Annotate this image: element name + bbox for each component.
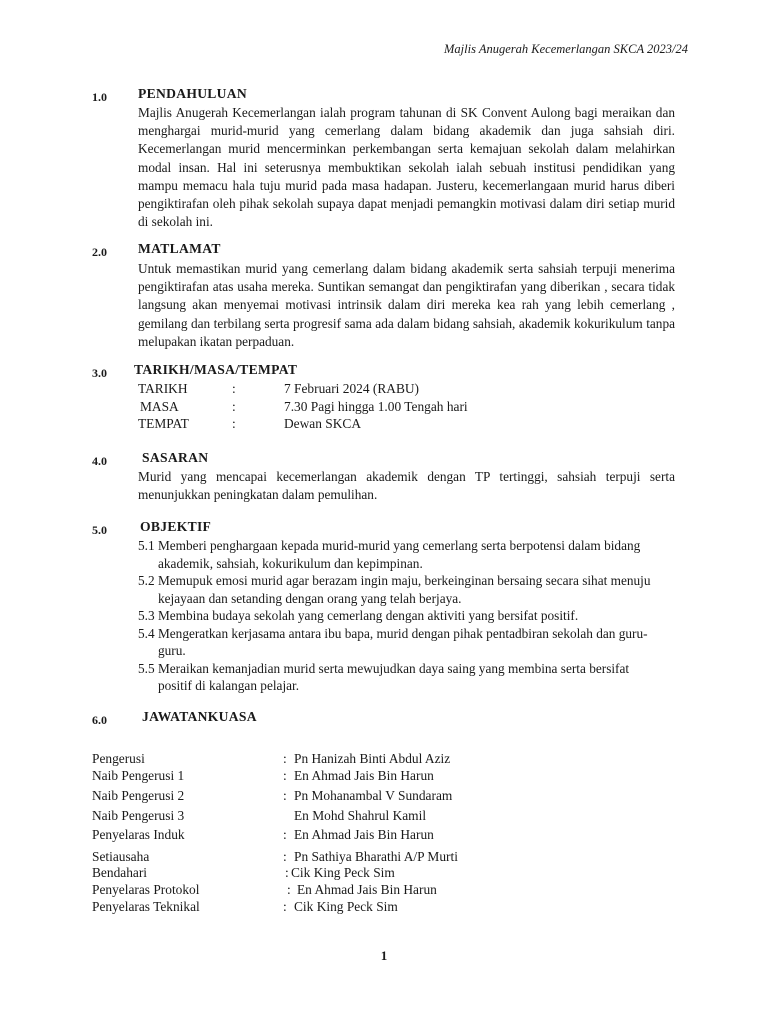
committee-role: Naib Pengerusi 3 [92,808,185,823]
committee-name: Pn Sathiya Bharathi A/P Murti [294,849,458,864]
paragraph-line: langsung akan menyemai motivasi intrinsik dalam diri mereka kea rah yang lebih cemerlang , [138,297,675,313]
section-4-title: SASARAN [142,450,209,465]
paragraph-line: Majlis Anugerah Kecemerlangan ialah program tahunan di SK Convent Aulong bagi meraikan dan [138,105,675,120]
section-1-number: 1.0 [92,90,107,104]
objective-item [138,660,668,695]
paragraph-line: pengiktirafan atas usaha mereka. Suntikan semangat dan pengiktirafan yang diberikan , secara tidak [138,279,675,295]
committee-name: En Mohd Shahrul Kamil [294,808,427,823]
committee-colon: : [283,827,287,842]
committee-role: Naib Pengerusi 2 [92,788,185,803]
schedule-colon: : [232,416,236,431]
objective-text-continued: akademik, sahsiah, kokurikulum dan kepimpinan. [158,555,423,571]
schedule-colon: : [232,381,236,396]
paragraph-line: pengiktirafan oleh pihak sekolah supaya dapat menjadi pemangkin motivasi dalam diri setiap murid [138,196,675,212]
committee-role: Naib Pengerusi 1 [92,768,185,783]
paragraph-line: melupakan ikatan perpaduan. [138,333,295,349]
objective-text: 5.4 Mengeratkan kerjasama antara ibu bapa, murid dengan pihak pentadbiran sekolah dan guru- [138,625,648,641]
committee-colon: : [283,849,287,864]
paragraph-line: Kecemerlangan murid mencerminkan perkembangan serta kemajuan sekolah dalam melahirkan [138,141,675,157]
committee-role: Penyelaras Induk [92,827,185,842]
section-6-title: JAWATANKUASA [142,709,257,724]
committee-colon: : [283,899,287,914]
page-number: 1 [380,948,388,963]
committee-name: En Ahmad Jais Bin Harun [294,768,434,783]
committee-colon: : [287,882,291,897]
committee-name: En Ahmad Jais Bin Harun [297,882,437,897]
objective-item [138,607,668,625]
committee-role: Penyelaras Protokol [92,882,200,897]
objective-list [138,537,668,695]
objective-item [138,572,668,607]
paragraph-line: menunjukkan peningkatan dalam pemulihan. [138,487,378,503]
objective-text: 5.5 Meraikan kemanjadian murid serta mewujudkan daya saing yang membina serta bersifat [138,660,630,676]
committee-colon: : [283,768,287,783]
objective-text: 5.3 Membina budaya sekolah yang cemerlang dengan aktiviti yang bersifat positif. [138,608,579,623]
committee-role: Bendahari [92,865,148,880]
running-header: Majlis Anugerah Kecemerlangan SKCA 2023/24 [444,42,688,56]
paragraph-line: Untuk memastikan murid yang cemerlang dalam bidang akademik serta sahsiah terpuji menerima [138,261,675,276]
objective-text-continued: positif di kalangan pelajar. [158,678,300,693]
objective-text: 5.1 Memberi penghargaan kepada murid-murid yang cemerlang serta berpotensi dalam bidang [138,538,641,553]
paragraph-line: modal insan. Hal ini seterusnya membuktikan sekolah ialah sebuah institusi pendidikan yang [138,159,675,175]
section-5-number: 5.0 [92,523,107,537]
objective-text: 5.2 Memupuk emosi murid agar berazam ingin maju, berkeinginan bersaing secara sihat menuju [138,573,651,588]
section-5-title: OBJEKTIF [140,519,212,534]
committee-name: Pn Mohanambal V Sundaram [294,788,453,803]
paragraph-line: gemilang dan terbilang serta progresif sama ada dalam bidang sahsiah, akademik kokurikulum tanpa [138,315,675,331]
committee-role: Setiausaha [92,849,150,864]
committee-name: Cik King Peck Sim [291,865,395,880]
section-3-number: 3.0 [92,366,107,380]
paragraph-line: di sekolah ini. [138,214,213,230]
section-1-title: PENDAHULUAN [138,86,248,101]
schedule-value-venue: Dewan SKCA [284,416,361,431]
committee-colon: : [285,865,289,880]
committee-role: Penyelaras Teknikal [92,899,200,914]
objective-text-continued: guru. [158,643,186,658]
schedule-label-date: TARIKH [138,381,188,396]
objective-item [138,537,668,572]
schedule-colon: : [232,399,236,414]
committee-colon: : [283,788,287,803]
committee-name: En Ahmad Jais Bin Harun [294,827,434,842]
committee-role: Pengerusi [92,751,145,766]
section-4-number: 4.0 [92,454,107,468]
schedule-label-time: MASA [140,399,179,414]
schedule-value-time: 7.30 Pagi hingga 1.00 Tengah hari [284,399,468,414]
section-2-title: MATLAMAT [138,241,221,256]
committee-colon: : [283,751,287,766]
schedule-label-venue: TEMPAT [138,416,189,431]
committee-name: Cik King Peck Sim [294,899,398,914]
paragraph-line: mampu memacu hala tuju murid pada masa hadapan. Justeru, kecemerlangaan murid harus diberi [138,177,675,193]
schedule-value-date: 7 Februari 2024 (RABU) [284,381,420,396]
paragraph-line: menghargai murid-murid yang cemerlang dalam bidang akademik dan juga sahsiah diri. [138,123,675,139]
section-6-number: 6.0 [92,713,107,727]
section-4-paragraph [138,468,675,504]
objective-item [138,625,668,660]
section-3-title: TARIKH/MASA/TEMPAT [134,362,298,377]
objective-text-continued: kejayaan dan setanding dengan orang yang telah berjaya. [158,590,462,606]
paragraph-line: Murid yang mencapai kecemerlangan akademik dengan TP tertinggi, sahsiah terpuji serta [138,469,675,484]
section-1-paragraph [138,104,675,231]
section-2-number: 2.0 [92,245,107,259]
section-2-paragraph [138,260,675,351]
committee-name: Pn Hanizah Binti Abdul Aziz [294,751,451,766]
